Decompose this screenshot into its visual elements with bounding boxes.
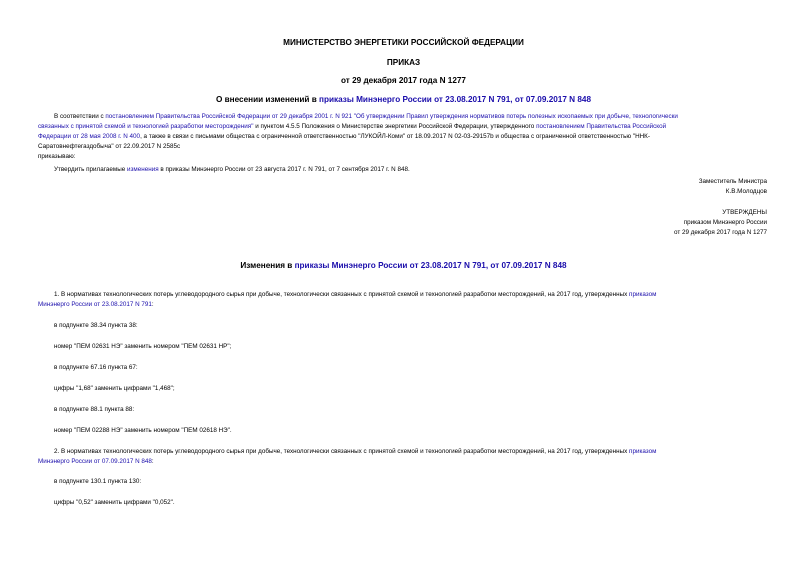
approve-text-b: в приказы Минэнерго России от 23 августа 2017 г. N 791, от 7 сентября 2017 г. N 848. [158, 166, 410, 173]
approved-line-2: от 29 декабря 2017 года N 1277 [673, 229, 767, 236]
changes-title-prefix: Изменения в [240, 261, 295, 270]
change-line-5: в подпункте 88.1 пункта 88: [54, 406, 135, 413]
resolution-400-link-cont[interactable]: Федерации от 28 мая 2008 г. N 400 [38, 133, 141, 140]
change-line-7: в подпункте 130.1 пункта 130: [54, 478, 142, 485]
date-number-heading: от 29 декабря 2017 года N 1277 [341, 76, 466, 85]
approve-text-a: Утвердить прилагаемые [54, 166, 127, 173]
doc-title-link[interactable]: приказы Минэнерго России от 23.08.2017 N 791, от 07.09.2017 N 848 [319, 95, 592, 104]
change-line-4: цифры "1,68" заменить цифрами "1,468"; [54, 385, 175, 392]
order-791-link-b[interactable]: Минэнерго России от 23.08.2017 N 791 [38, 301, 152, 308]
doc-type-heading: ПРИКАЗ [386, 58, 421, 67]
doc-title [0, 95, 807, 104]
approved-word: УТВЕРЖДЕНЫ [722, 209, 767, 216]
item2-tail: : [151, 458, 154, 465]
change-line-2: номер "ПЕМ 02631 НЭ" заменить номером "ПЕМ 02631 НР"; [54, 343, 232, 350]
preamble-line-3 [38, 132, 650, 142]
changes-link[interactable]: изменения [127, 166, 159, 173]
resolution-400-link[interactable]: постановлением Правительства Российской [536, 123, 667, 130]
item2-text: 2. В нормативах технологических потерь углеводородного сырья при добыче, технологически связанных с принятой схемой и технологией разработки месторождений, на 2017 год, утвержденных [54, 448, 630, 455]
resolution-921-link[interactable]: постановлением Правительства Российской Федерации от 29 декабря 2001 г. N 921 "Об утверждении Правил утверждения нормативов потерь полезных ископаемых при добыче, технологически [105, 113, 678, 120]
change-line-6: номер "ПЕМ 02288 НЭ" заменить номером "ПЕМ 02618 НЭ". [54, 427, 232, 434]
preamble-text-b: и пунктом 4.5.5 Положения о Министерстве энергетики Российской Федерации, утвержденного [253, 123, 537, 130]
item1-tail: : [151, 301, 154, 308]
preamble-line-4: Саратовнефтегаздобыча" от 22.09.2017 N 2585с [38, 143, 181, 150]
preamble-text-c: , а также в связи с письмами общества с ограниченной ответственностью "ЛУКОЙЛ-Коми" от 18.09.2017 N 02-03-29157b и общества с ограниченной ответственностью "ННК- [140, 133, 650, 140]
order-848-link-b[interactable]: Минэнерго России от 07.09.2017 N 848 [38, 458, 152, 465]
approved-line-1: приказом Минэнерго России [683, 219, 767, 226]
approve-line [54, 165, 410, 175]
preamble-text-a: В соответствии с [54, 113, 106, 120]
preamble-line-2 [38, 122, 666, 132]
change-line-1: в подпункте 38.34 пункта 38: [54, 322, 138, 329]
order-word: приказываю: [38, 153, 76, 160]
signature-name: К.В.Молодцов [725, 188, 767, 195]
change-item-2 [38, 447, 769, 467]
change-line-8: цифры "0,52" заменить цифрами "0,052". [54, 499, 175, 506]
ministry-heading: МИНИСТЕРСТВО ЭНЕРГЕТИКИ РОССИЙСКОЙ ФЕДЕРАЦИИ [283, 38, 524, 47]
preamble-line-1 [54, 112, 678, 122]
change-line-3: в подпункте 67.16 пункта 67: [54, 364, 138, 371]
resolution-921-link-cont[interactable]: связанных с принятой схемой и технологией разработки месторождения" [38, 123, 254, 130]
change-item-1 [38, 290, 769, 310]
changes-title [0, 261, 807, 270]
doc-title-prefix: О внесении изменений в [215, 95, 320, 104]
order-848-link-a[interactable]: приказом [629, 448, 657, 455]
signature-position: Заместитель Министра [698, 178, 767, 185]
order-791-link-a[interactable]: приказом [629, 291, 657, 298]
changes-title-link[interactable]: приказы Минэнерго России от 23.08.2017 N 791, от 07.09.2017 N 848 [294, 261, 567, 270]
item1-text: 1. В нормативах технологических потерь углеводородного сырья при добыче, технологически связанных с принятой схемой и технологией разработки месторождений, на 2017 год, утвержденных [54, 291, 630, 298]
